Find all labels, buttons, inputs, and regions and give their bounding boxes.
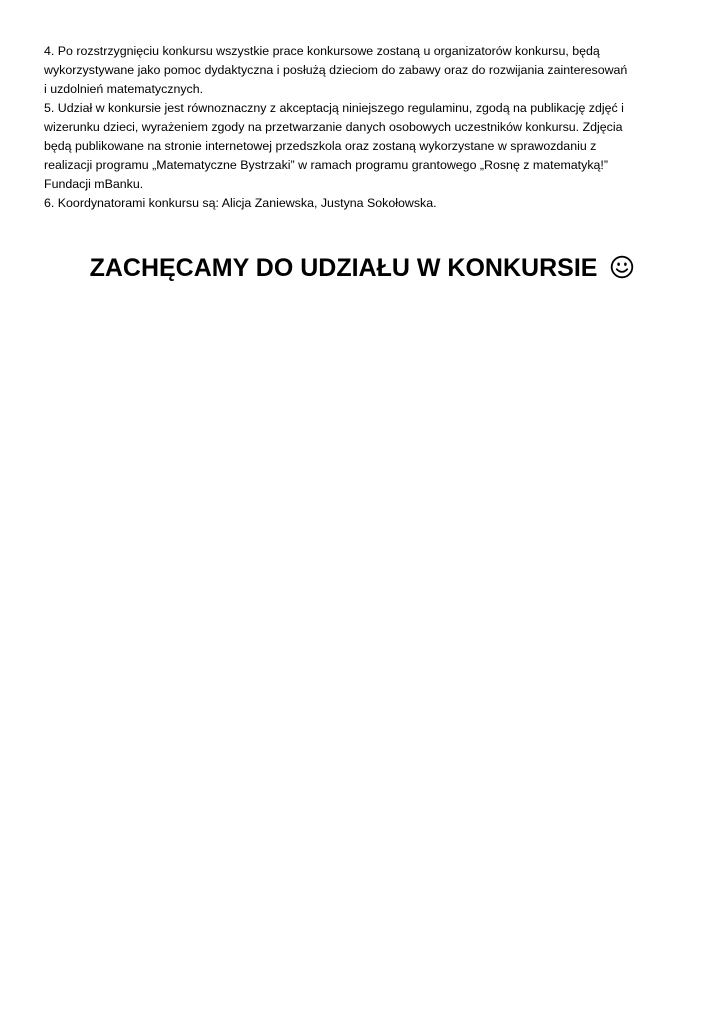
closing-text: ZACHĘCAMY DO UDZIAŁU W KONKURSIE xyxy=(89,254,598,282)
paragraph-5-line-5: Fundacji mBanku. xyxy=(44,177,144,191)
paragraph-4-line-1: 4. Po rozstrzygnięciu konkursu wszystkie prace konkursowe zostaną u organizatorów konkursu, będą xyxy=(44,44,600,58)
paragraph-5-line-4: realizacji programu „Matematyczne Bystrzaki” w ramach programu grantowego „Rosnę z matematyką!” xyxy=(44,158,608,172)
paragraph-5-line-3: będą publikowane na stronie internetowej przedszkola oraz zostaną wykorzystane w sprawozdaniu z xyxy=(44,139,597,153)
paragraph-5-line-2: wizerunku dzieci, wyrażeniem zgody na przetwarzanie danych osobowych uczestników konkursu. Zdjęcia xyxy=(44,120,623,134)
paragraph-4-line-2: wykorzystywane jako pomoc dydaktyczna i posłużą dzieciom do zabawy oraz do rozwijania zainteresowań xyxy=(44,63,628,77)
regulation-text xyxy=(44,42,684,213)
smiley-face-icon xyxy=(610,255,634,287)
paragraph-4-line-3: i uzdolnień matematycznych. xyxy=(44,82,204,96)
paragraph-5-line-1: 5. Udział w konkursie jest równoznaczny z akceptacją niniejszego regulaminu, zgodą na publikację zdjęć i xyxy=(44,101,624,115)
paragraph-6-line-1: 6. Koordynatorami konkursu są: Alicja Zaniewska, Justyna Sokołowska. xyxy=(44,196,437,210)
closing-heading xyxy=(0,252,724,287)
